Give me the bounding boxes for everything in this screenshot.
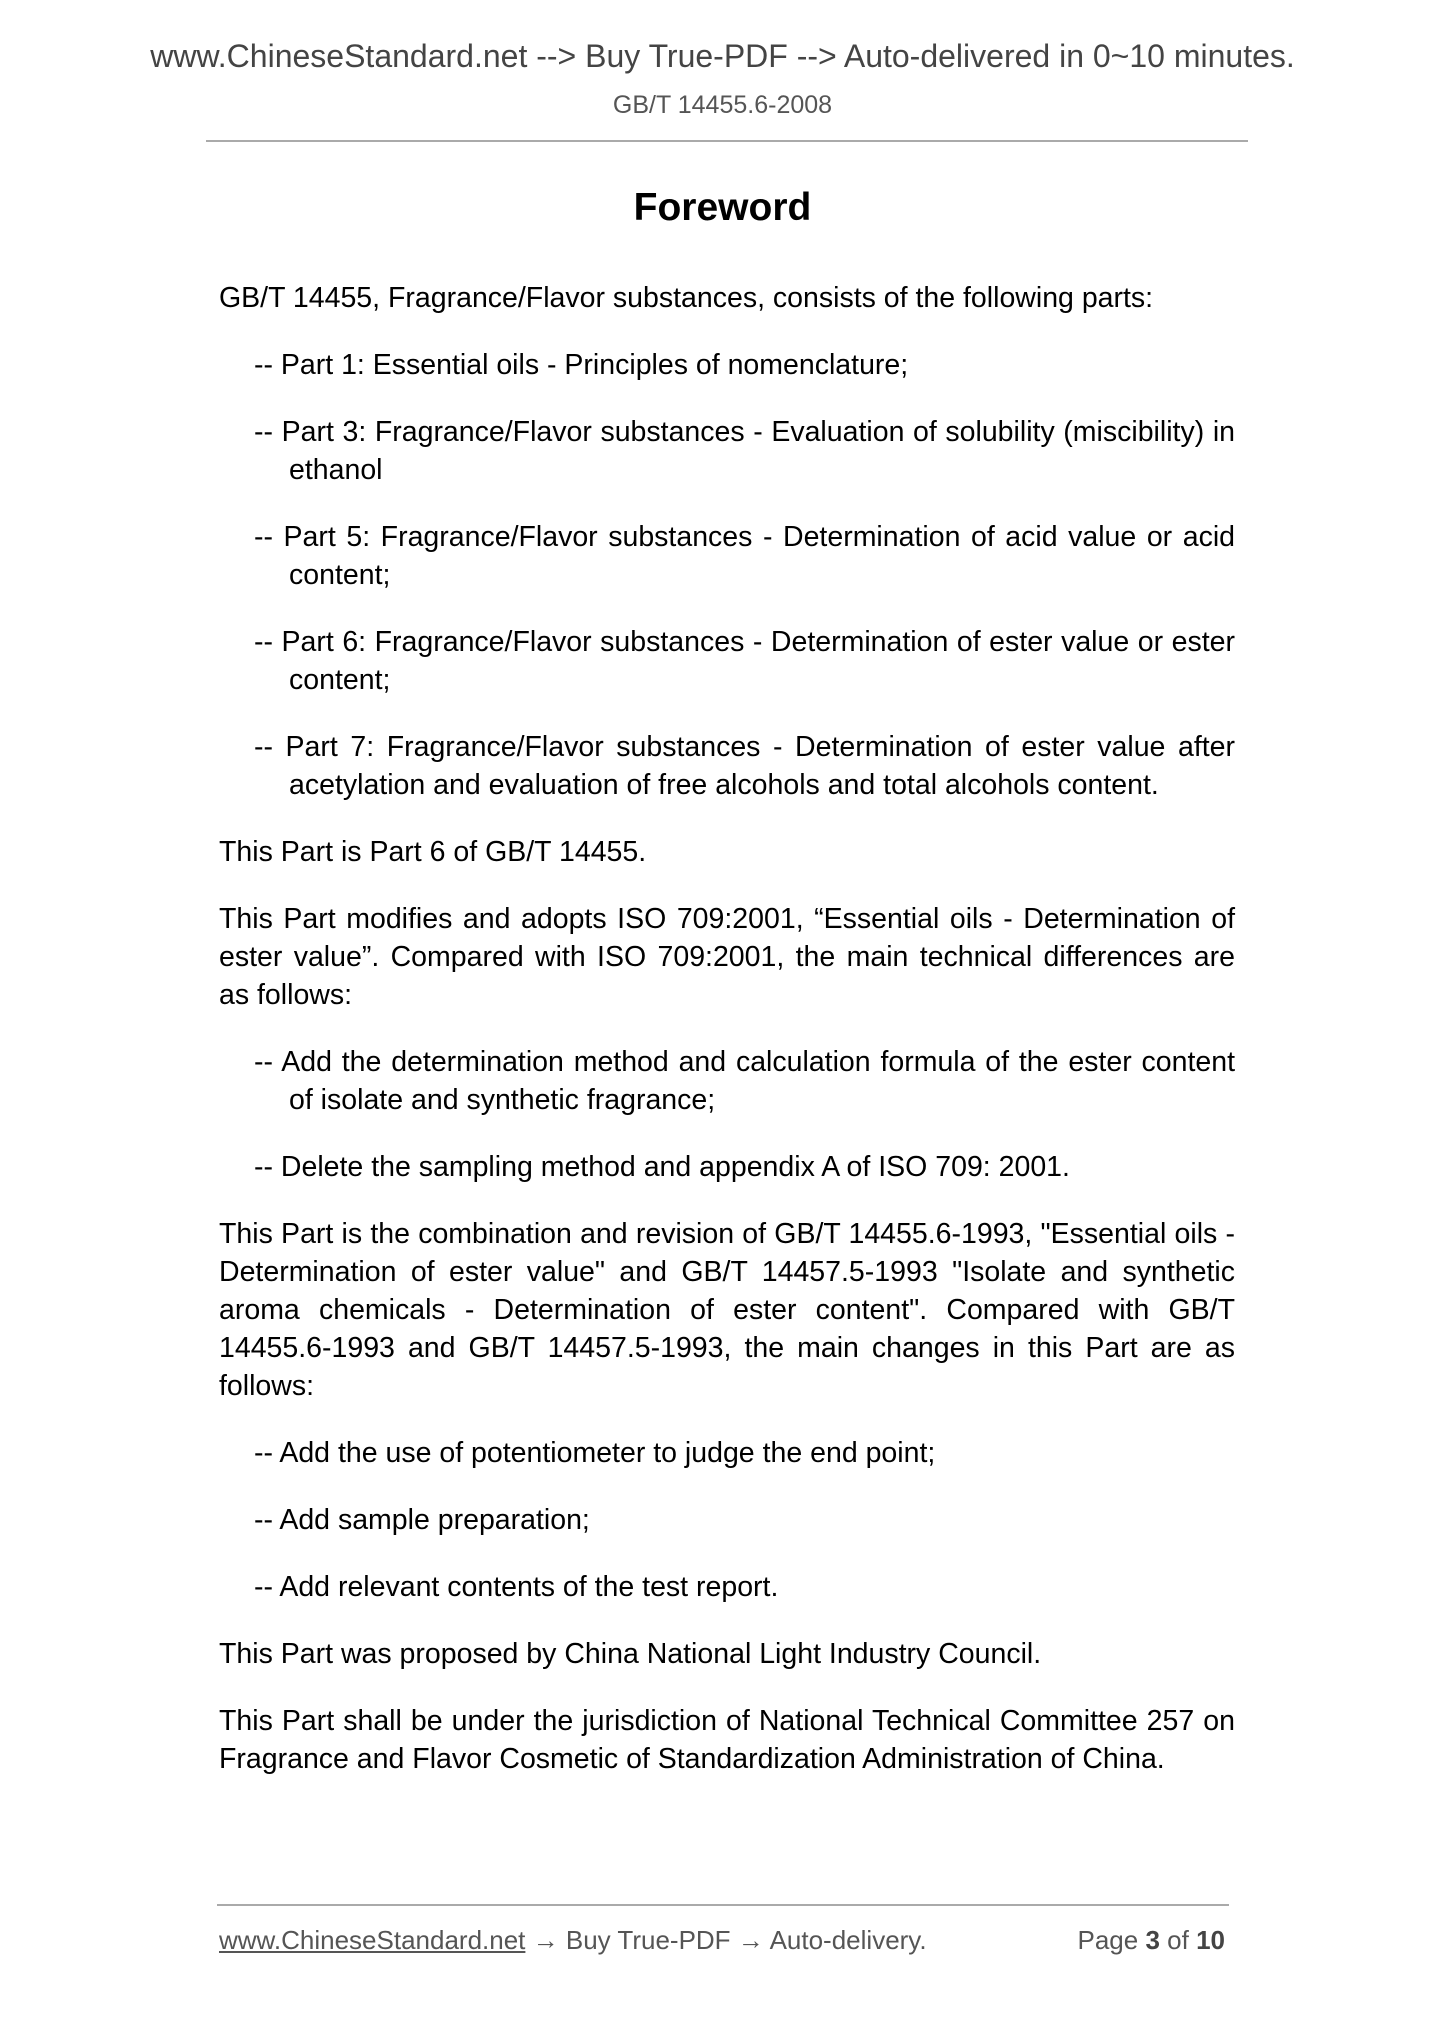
page-current: 3: [1145, 1925, 1160, 1955]
list-item: -- Add relevant contents of the test report.: [254, 1571, 779, 1603]
list-item: -- Add the use of potentiometer to judge the end point;: [254, 1437, 936, 1469]
list-item: -- Part 6: Fragrance/Flavor substances - Determination of ester value or ester content;: [254, 626, 1235, 696]
footer-divider: [217, 1904, 1229, 1906]
list-item: -- Add sample preparation;: [254, 1504, 590, 1536]
header-banner: www.ChineseStandard.net --> Buy True-PDF --> Auto-delivered in 0~10 minutes.: [150, 38, 1295, 74]
document-body: [219, 279, 1235, 1807]
footer: [219, 1925, 1225, 1956]
header-divider: [206, 140, 1248, 142]
list-item: -- Part 5: Fragrance/Flavor substances - Determination of acid value or acid content;: [254, 521, 1235, 591]
list-item: -- Part 3: Fragrance/Flavor substances - Evaluation of solubility (miscibility) in ethanol: [254, 416, 1235, 486]
paragraph: This Part is the combination and revision of GB/T 14455.6-1993, "Essential oils - Determination of ester value" and GB/T 14457.5-1993 "Isolate and synthetic aroma chemicals - Determination of ester content". Compared with GB/T 14455.6-1993 and GB/T 14457.5-1993, the main changes in this Part are as follows:: [219, 1218, 1235, 1402]
page-total: 10: [1196, 1925, 1225, 1955]
page-of: of: [1167, 1925, 1189, 1955]
footer-tagline: → Buy True-PDF → Auto-delivery.: [525, 1925, 927, 1955]
paragraph: This Part shall be under the jurisdiction of National Technical Committee 257 on Fragrance and Flavor Cosmetic of Standardization Administration of China.: [219, 1705, 1235, 1775]
list-item: -- Part 7: Fragrance/Flavor substances - Determination of ester value after acetylation and evaluation of free alcohols and total alcohols content.: [254, 731, 1235, 801]
list-item: -- Delete the sampling method and appendix A of ISO 709: 2001.: [254, 1151, 1070, 1183]
paragraph: GB/T 14455, Fragrance/Flavor substances, consists of the following parts:: [219, 282, 1154, 314]
page-title: Foreword: [633, 186, 812, 229]
list-item: -- Add the determination method and calculation formula of the ester content of isolate and synthetic fragrance;: [254, 1046, 1235, 1116]
document-id: GB/T 14455.6-2008: [612, 91, 833, 119]
paragraph: This Part was proposed by China National Light Industry Council.: [219, 1638, 1042, 1670]
footer-link[interactable]: www.ChineseStandard.net: [219, 1925, 526, 1955]
paragraph: This Part modifies and adopts ISO 709:2001, “Essential oils - Determination of ester value”. Compared with ISO 709:2001, the main technical differences are as follows:: [219, 903, 1235, 1011]
list-item: -- Part 1: Essential oils - Principles of nomenclature;: [254, 349, 909, 381]
paragraph: This Part is Part 6 of GB/T 14455.: [219, 836, 647, 868]
page-indicator: [1077, 1925, 1225, 1956]
page-label: Page: [1077, 1925, 1139, 1955]
